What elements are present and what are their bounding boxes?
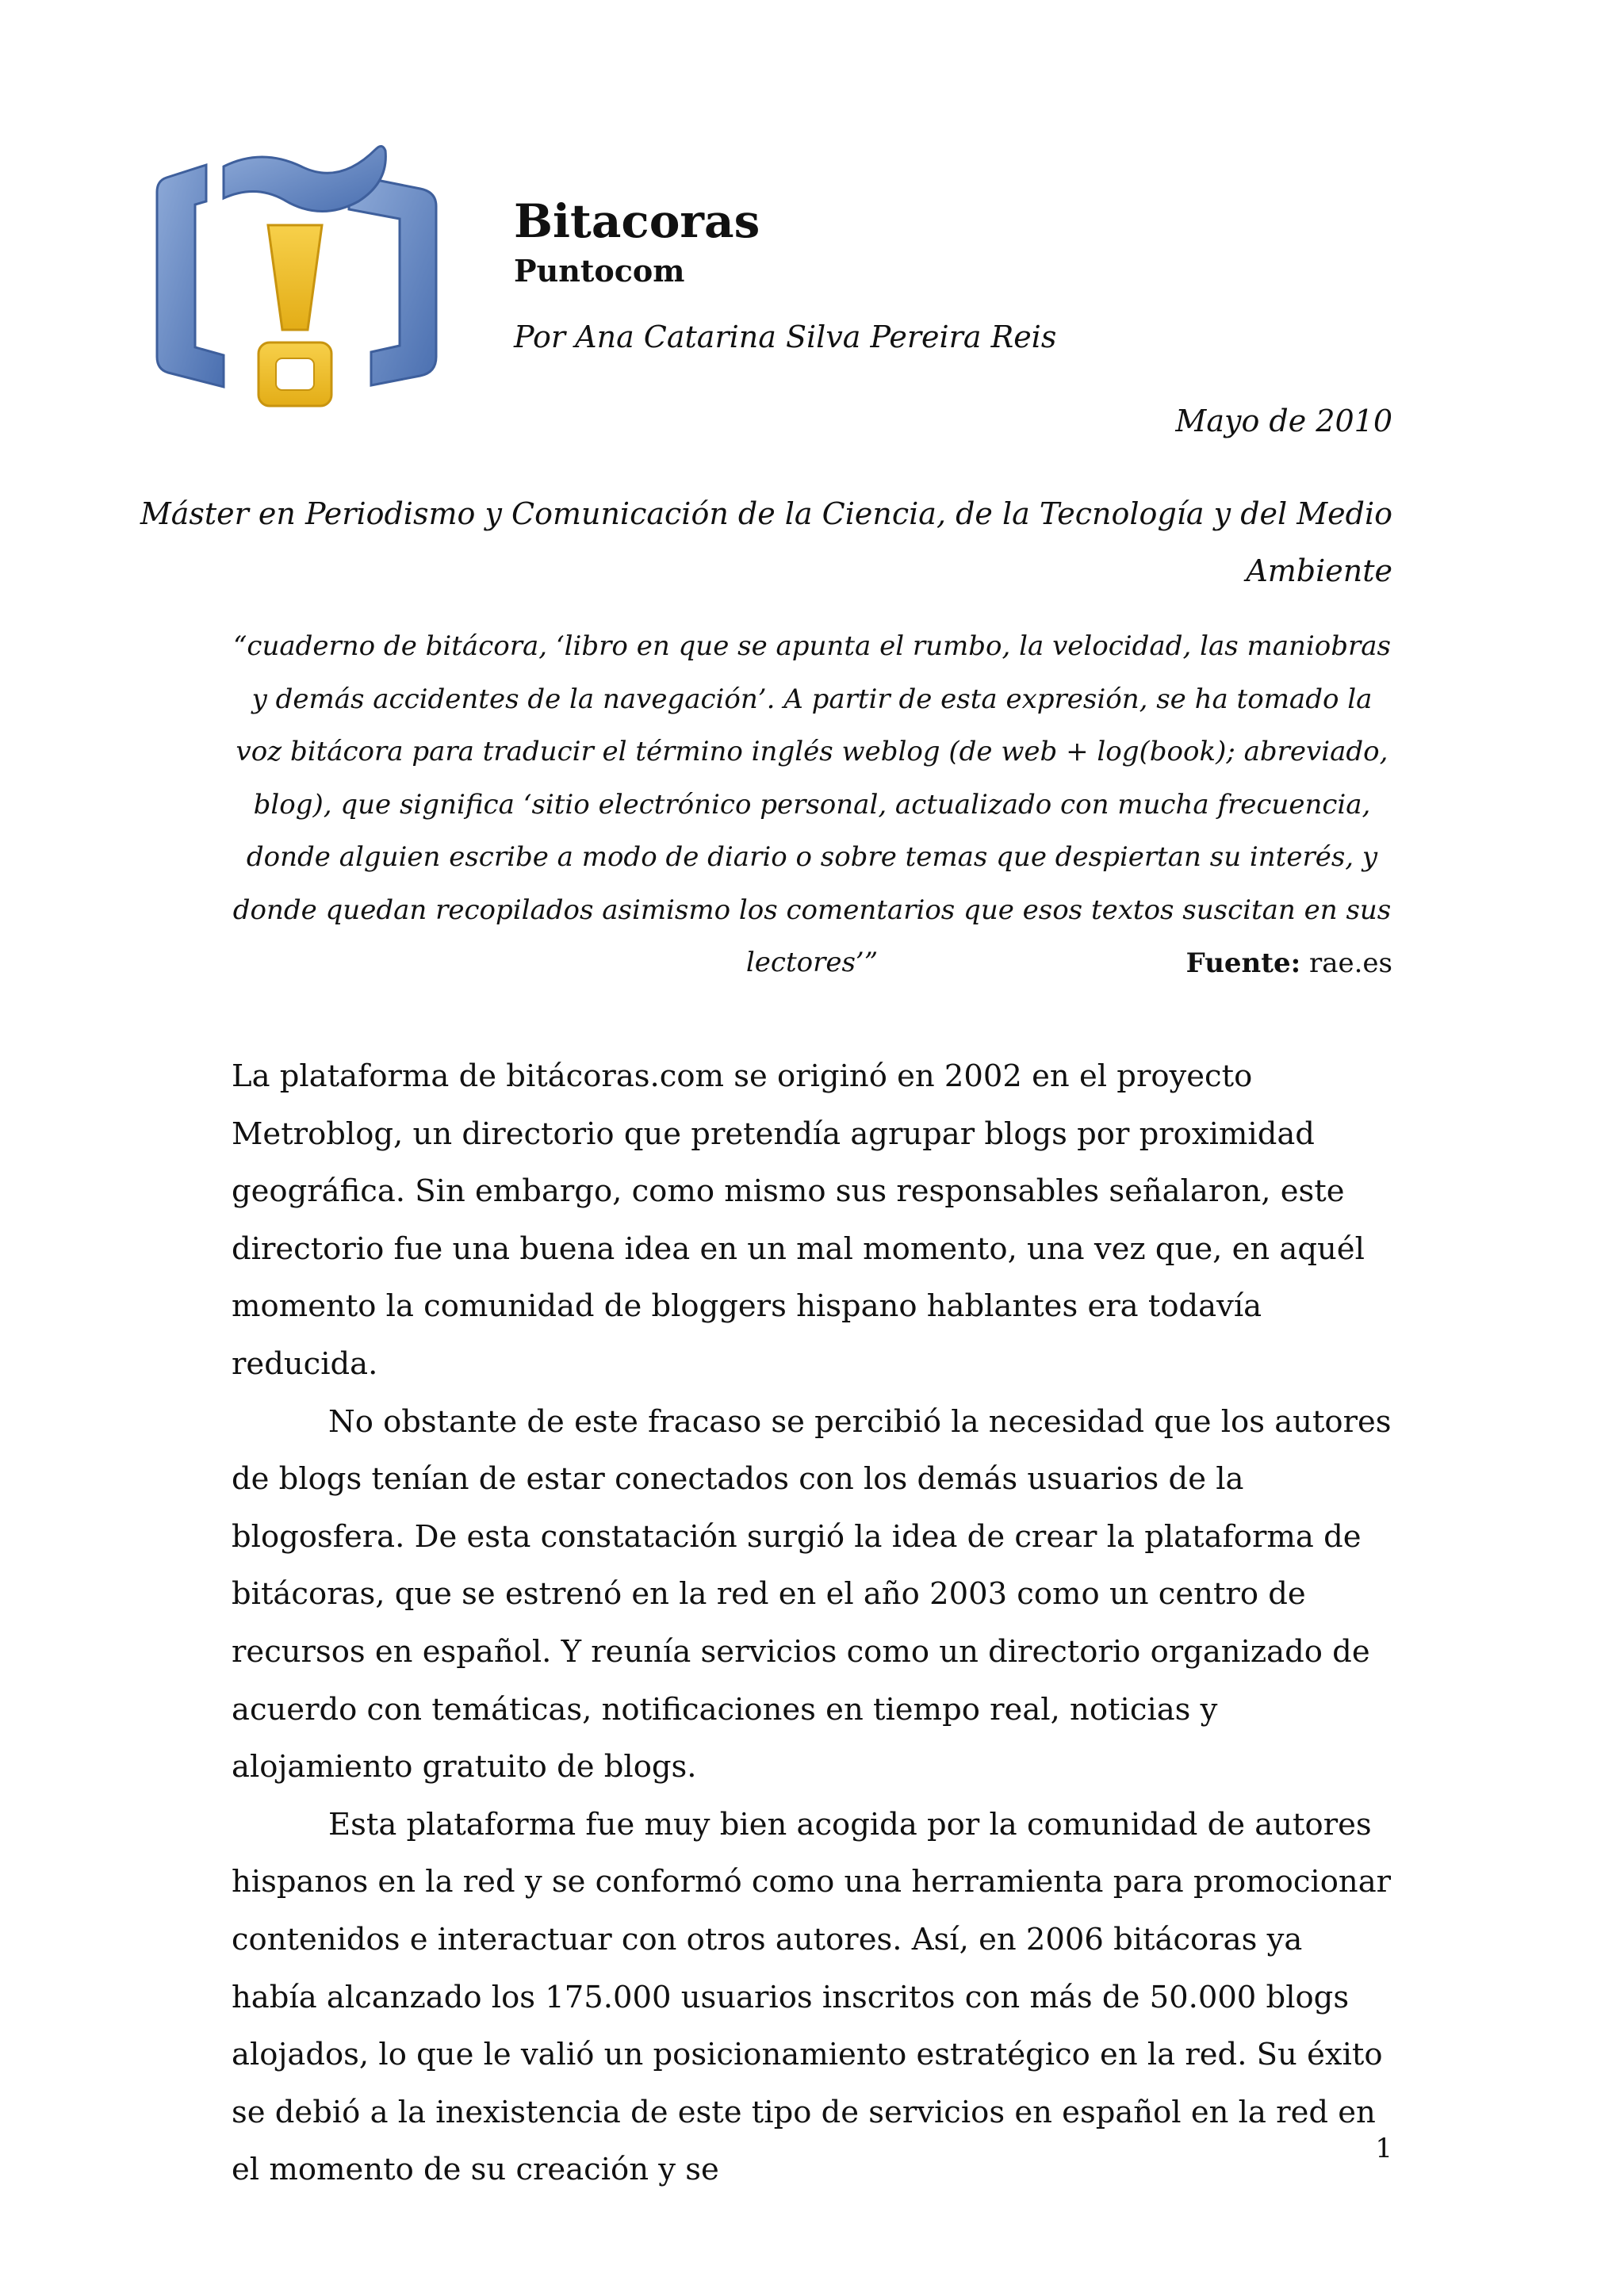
date-line: Mayo de 2010 bbox=[1175, 404, 1392, 438]
paragraph-1: La plataforma de bitácoras.com se originó en 2002 en el proyecto Metroblog, un directorio que pretendía agrupar blogs por proximidad geográfica. Sin embargo, como mismo sus responsables señalaron, este directorio fue una buena idea en un mal momento, una vez que, en aquél momento la comunidad de bloggers hispano hablantes era todavía reducida. bbox=[232, 1058, 1365, 1382]
master-program-line: Máster en Periodismo y Comunicación de la Ciencia, de la Tecnología y del Medio Ambiente bbox=[140, 496, 1392, 588]
document-subtitle: Puntocom bbox=[514, 253, 685, 289]
page-number: 1 bbox=[1375, 2133, 1392, 2164]
source-label: Fuente: bbox=[1185, 947, 1301, 979]
paragraph-3: Esta plataforma fue muy bien acogida por la comunidad de autores hispanos en la red y se conformó como una herramienta para promocionar contenidos e interactuar con otros autores. Así, en 2006 bitácoras ya había alcanzado los 175.000 usuarios inscritos con más de 50.000 blogs alojados, lo que le valió un posicionamiento estratégico en la red. Su éxito se debió a la inexistencia de este tipo de servicios en español en la red en el momento de su creación y se bbox=[232, 1806, 1392, 2188]
definition-quote: “cuaderno de bitácora, ‘libro en que se apunta el rumbo, la velocidad, las maniobras y demás accidentes de la navegación’. A partir de esta expresión, se ha tomado la voz bitácora para traducir el término inglés weblog (de web + log(book); abreviado, blog), que significa ‘sitio electrónico personal, actualizado con mucha frecuencia, donde alguien escribe a modo de diario o sobre temas que despiertan su interés, y donde quedan recopilados asimismo los comentarios que esos textos suscitan en sus lectores’” bbox=[232, 630, 1392, 978]
author-line: Por Ana Catarina Silva Pereira Reis bbox=[514, 320, 1057, 354]
paragraph-2: No obstante de este fracaso se percibió la necesidad que los autores de blogs tenían de estar conectados con los demás usuarios de la blogosfera. De esta constatación surgió la idea de crear la plataforma de bitácoras, que se estrenó en la red en el año 2003 como un centro de recursos en español. Y reunía servicios como un directorio organizado de acuerdo con temáticas, notificaciones en tiempo real, noticias y alojamiento gratuito de blogs. bbox=[232, 1403, 1392, 1785]
source-value: rae.es bbox=[1308, 947, 1392, 979]
bitacoras-logo-icon bbox=[151, 143, 452, 428]
body-text bbox=[232, 1048, 1392, 2199]
quote-source bbox=[1186, 943, 1392, 983]
document-title: Bitacoras bbox=[514, 194, 760, 248]
